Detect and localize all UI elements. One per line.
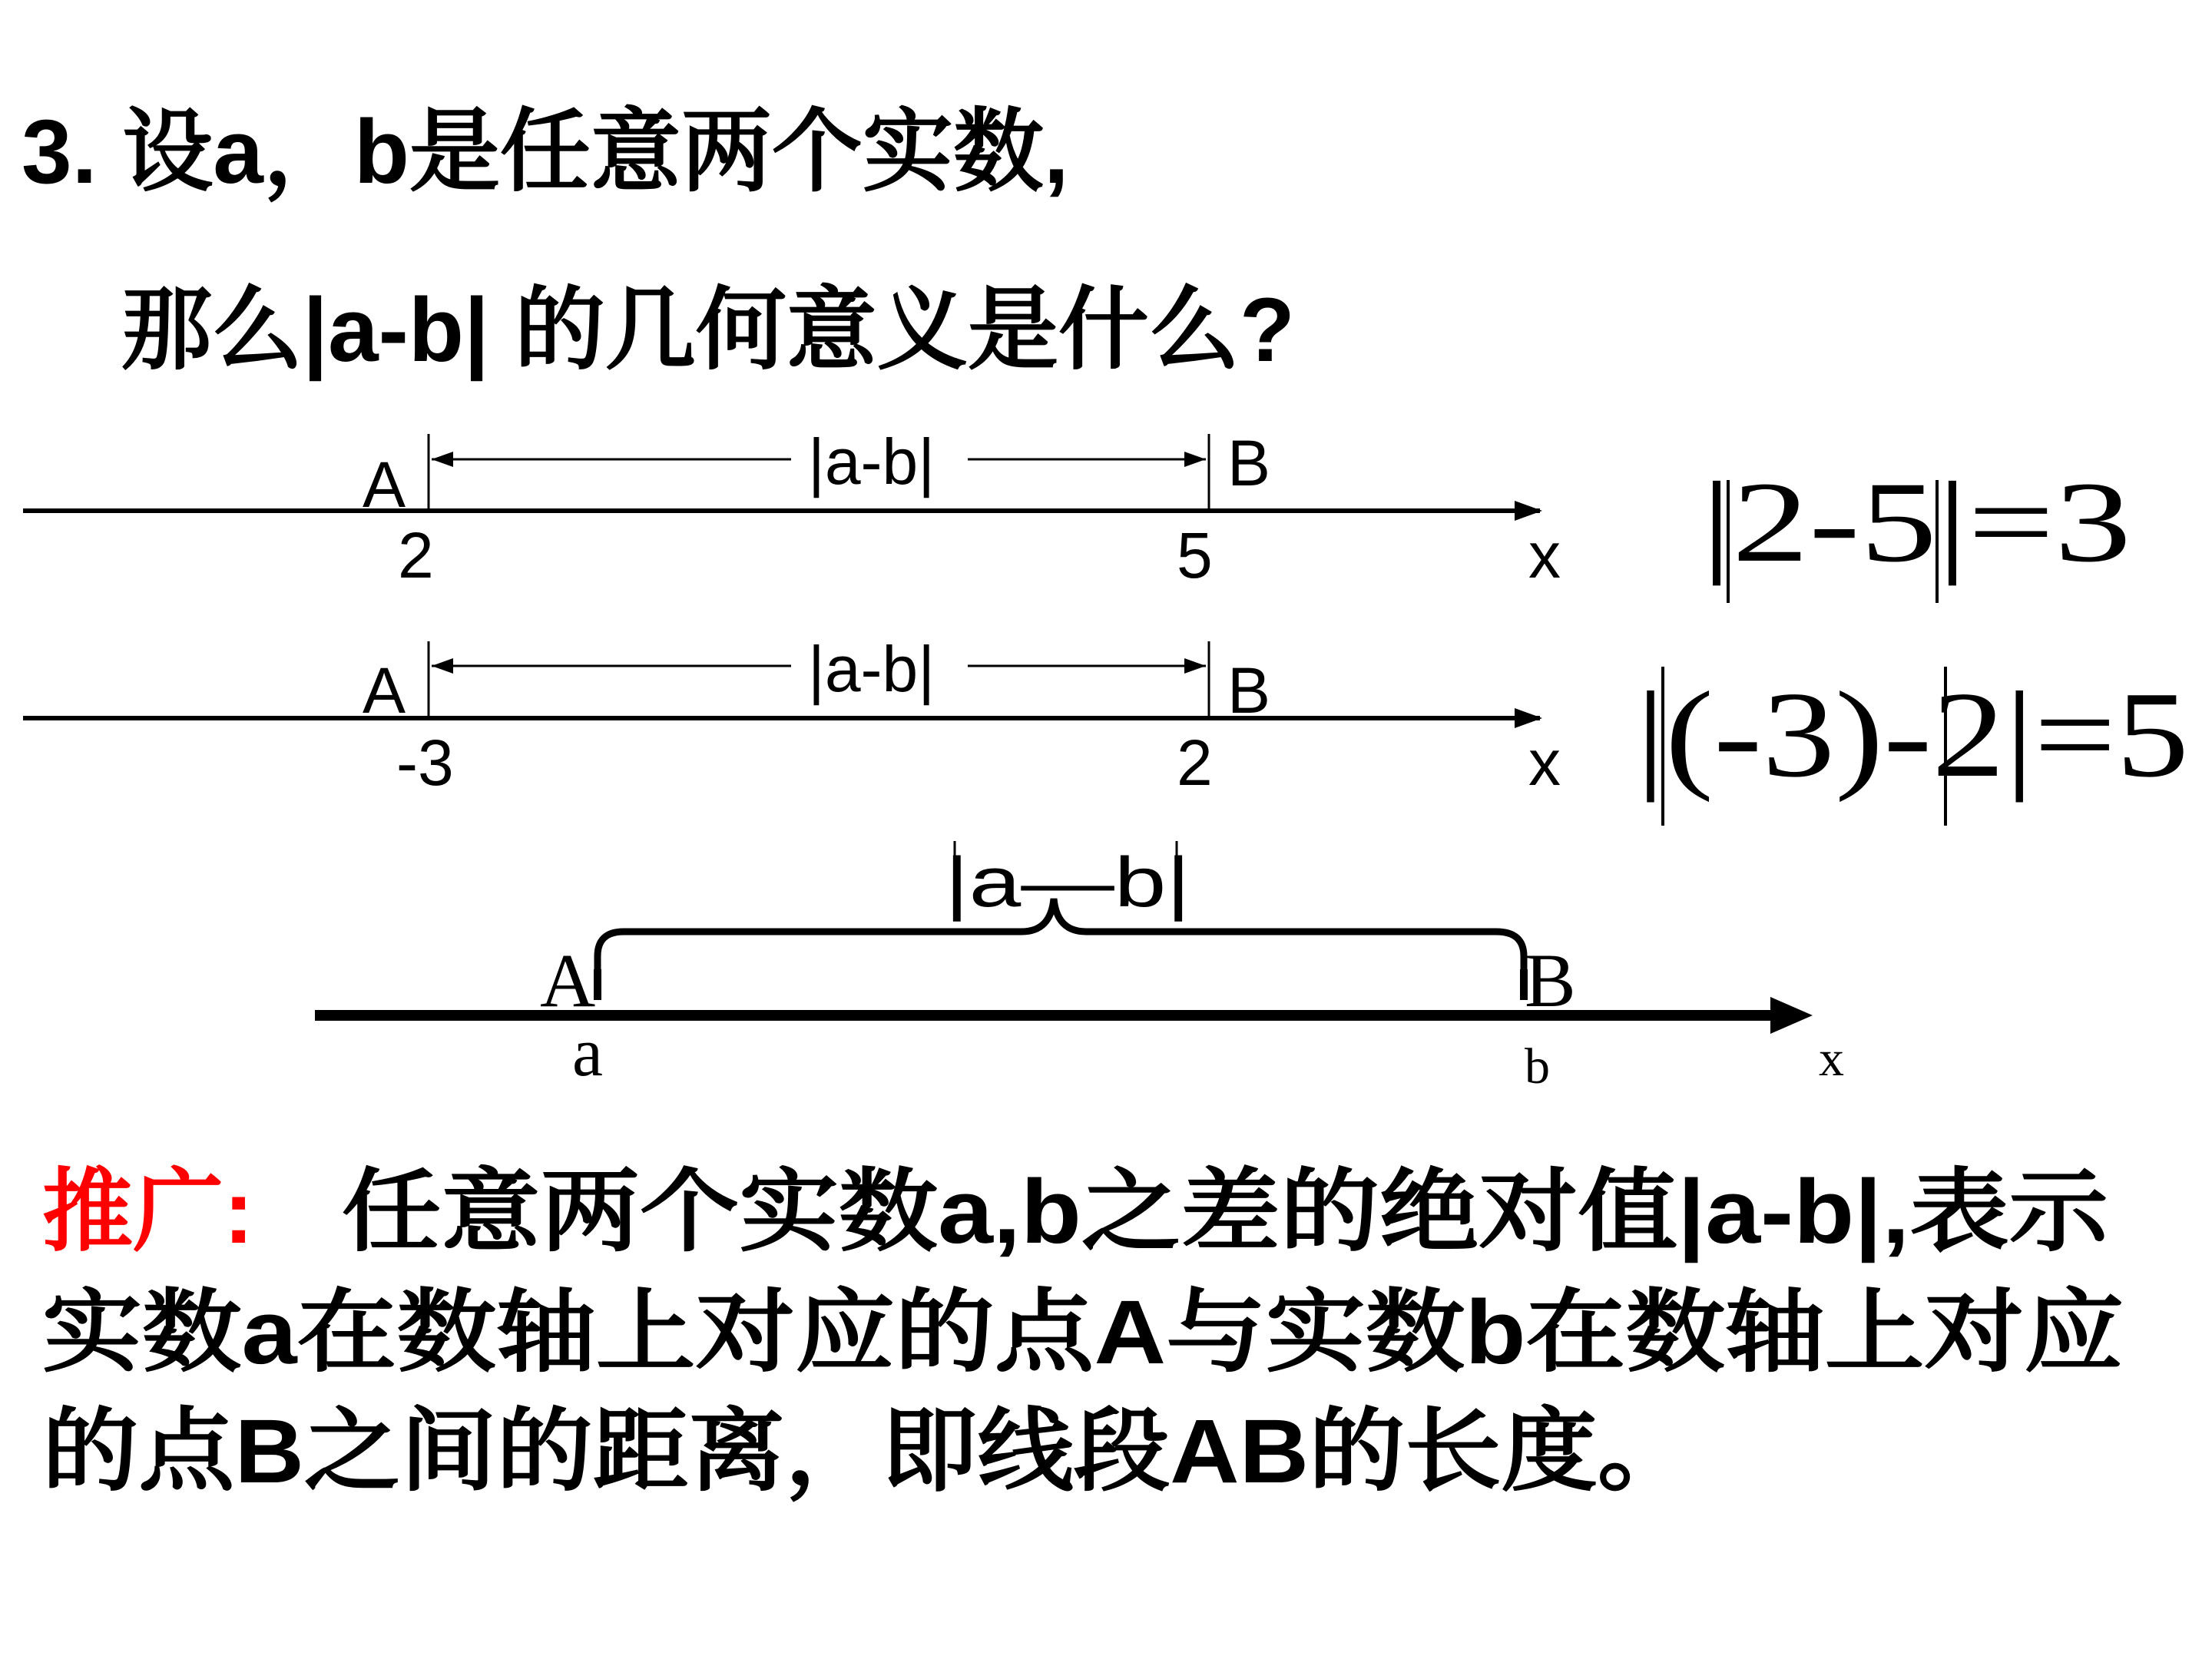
- equation-2: [1636, 666, 2189, 826]
- axis-arrowhead-3: [1770, 997, 1813, 1034]
- b-value-2: 2: [1177, 727, 1213, 799]
- a-value-3: a: [572, 1015, 603, 1091]
- b-value-1: 5: [1177, 519, 1213, 591]
- distance-label-3: |a—b|: [945, 843, 1190, 922]
- point-a-label-1: A: [363, 449, 406, 521]
- point-a-label-2: A: [363, 654, 406, 727]
- arrowhead-right-1: [1184, 452, 1206, 467]
- axis-arrowhead-2: [1515, 708, 1542, 728]
- point-b-label-1: B: [1227, 427, 1271, 499]
- a-value-1: 2: [398, 519, 434, 591]
- conclusion-line-2: 实数a在数轴上对应的点A与实数b在数轴上对应: [42, 1282, 2124, 1383]
- axis-label-3: x: [1819, 1031, 1844, 1087]
- number-line-diagram-2: [23, 633, 2189, 826]
- equation-text-2: |(-3)-2|=5: [1636, 666, 2189, 803]
- distance-label-2: |a-b|: [808, 633, 935, 705]
- point-b-label-3: B: [1525, 938, 1576, 1023]
- arrowhead-left-1: [432, 452, 453, 467]
- axis-label-1: x: [1528, 519, 1561, 591]
- conclusion-line-3: 的点B之间的距离，即线段AB的长度。: [42, 1401, 1694, 1502]
- question-line-2: 那么|a-b| 的几何意义是什么?: [121, 280, 1295, 381]
- b-value-3: b: [1525, 1038, 1550, 1094]
- axis-arrowhead-1: [1515, 501, 1542, 521]
- equation-text-1: |2-5|=3: [1701, 459, 2131, 586]
- question-line-1: 3. 设a，b是任意两个实数,: [22, 101, 1069, 203]
- conclusion-paragraph: [42, 1161, 2124, 1502]
- arrowhead-left-2: [432, 658, 453, 674]
- axis-label-2: x: [1528, 727, 1561, 799]
- arrowhead-right-2: [1184, 658, 1206, 674]
- distance-label-1: |a-b|: [808, 426, 935, 498]
- conclusion-line-1: [42, 1161, 253, 1263]
- number-line-diagram-1: [23, 426, 2131, 603]
- a-value-2: -3: [396, 727, 454, 799]
- conclusion-lead: 推广:: [42, 1161, 254, 1263]
- conclusion-line-1-body: 任意两个实数a,b之差的绝对值|a-b|,表示: [342, 1161, 1954, 1263]
- number-line-diagram-3: [315, 841, 1844, 1094]
- point-a-label-3: A: [540, 938, 596, 1023]
- point-b-label-2: B: [1227, 654, 1271, 727]
- equation-1: [1701, 459, 2131, 603]
